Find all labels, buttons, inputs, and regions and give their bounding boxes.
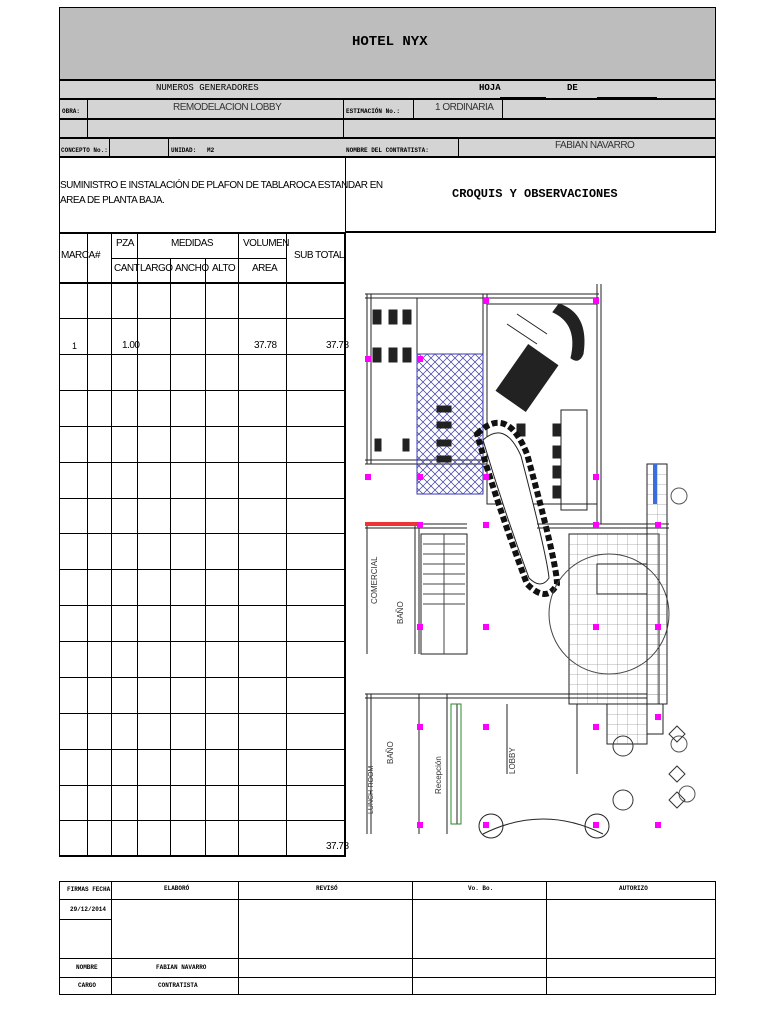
total-row-rule <box>59 820 346 821</box>
col-rule <box>170 258 171 857</box>
col-header-cant: CANT <box>114 263 140 274</box>
sig-nombre-value: FABIAN NAVARRO <box>156 964 207 971</box>
table-row-rule <box>59 533 346 534</box>
sig-rule <box>59 958 716 959</box>
measure-table <box>59 233 346 857</box>
sig-autorizo: AUTORIZO <box>619 885 648 892</box>
row-marca: 1 <box>72 341 77 351</box>
table-row-rule <box>59 785 346 786</box>
thick-divider <box>345 231 716 233</box>
sig-rule <box>59 977 716 978</box>
col-rule <box>238 233 239 857</box>
table-row-rule <box>59 569 346 570</box>
row-subtotal: 37.78 <box>326 340 349 351</box>
contratista-label: NOMBRE DEL CONTRATISTA: <box>346 147 429 154</box>
plan-label-comercial: COMERCIAL <box>370 556 379 604</box>
table-row-rule <box>59 605 346 606</box>
sig-col <box>59 881 60 995</box>
col-header-pza: PZA <box>116 238 134 249</box>
plan-label-lunch: LUNCH-ROOM <box>368 765 375 814</box>
table-row-rule <box>59 498 346 499</box>
col-header-num: # <box>95 250 101 261</box>
col-rule <box>205 258 206 857</box>
table-row-rule <box>59 354 346 355</box>
plan-label-recepcion: Recepción <box>434 756 443 794</box>
sig-firmas-fecha: FIRMAS FECHA <box>67 886 111 893</box>
estimacion-label: ESTIMACIÓN No.: <box>346 108 401 115</box>
header-bottom-rule <box>59 282 346 284</box>
unidad-value: M2 <box>207 147 215 154</box>
col-rule <box>111 233 112 857</box>
hoja-label: HOJA <box>479 83 501 93</box>
blank-row-box <box>87 119 344 138</box>
numeros-label: NUMEROS GENERADORES <box>156 83 259 93</box>
concepto-value-box <box>109 138 169 157</box>
concept-description-2: AREA DE PLANTA BAJA. <box>60 195 165 206</box>
de-underline <box>597 97 657 98</box>
page-title: HOTEL NYX <box>352 34 428 50</box>
sig-cargo-label: CARGO <box>78 982 97 989</box>
row-area: 37.78 <box>254 340 277 351</box>
hoja-underline <box>500 97 546 98</box>
col-rule <box>87 233 88 857</box>
de-label: DE <box>567 83 578 93</box>
col-rule <box>286 233 287 857</box>
col-header-subtotal: SUB TOTAL <box>294 250 344 261</box>
sig-col <box>238 881 239 995</box>
obra-label: OBRA: <box>62 108 81 115</box>
col-header-marca: MARCA <box>61 250 95 261</box>
sig-col <box>111 881 112 995</box>
table-row-rule <box>59 426 346 427</box>
row-cant: 1.00 <box>122 340 140 351</box>
sig-col <box>715 881 716 995</box>
sig-fecha: 29/12/2014 <box>70 906 107 913</box>
concept-description-1: SUMINISTRO E INSTALACIÓN DE PLAFON DE TABLAROCA ESTANDAR EN <box>60 180 383 191</box>
total-value: 37.78 <box>326 841 349 852</box>
col-header-ancho: ANCHO <box>175 263 209 274</box>
sig-reviso: REVISÓ <box>316 885 338 892</box>
table-row-rule <box>59 641 346 642</box>
sig-col <box>412 881 413 995</box>
plan-label-bano-2: BAÑO <box>386 741 395 764</box>
col-header-area: AREA <box>252 263 278 274</box>
table-row-rule <box>59 713 346 714</box>
croquis-title: CROQUIS Y OBSERVACIONES <box>452 187 618 201</box>
contratista-value: FABIAN NAVARRO <box>555 140 635 151</box>
estimacion-value: 1 ORDINARIA <box>435 102 494 113</box>
table-row-rule <box>59 462 346 463</box>
col-rule <box>137 233 138 857</box>
unidad-label: UNIDAD: <box>171 147 197 154</box>
col-header-medidas: MEDIDAS <box>171 238 214 249</box>
sig-col <box>546 881 547 995</box>
sig-cargo-value: CONTRATISTA <box>158 982 198 989</box>
floor-plan-drawing <box>347 234 715 857</box>
table-row-rule <box>59 390 346 391</box>
plan-label-bano-1: BAÑO <box>396 601 405 624</box>
table-row-rule <box>59 677 346 678</box>
sig-rule <box>59 899 716 900</box>
obra-value: REMODELACION LOBBY <box>173 102 282 113</box>
concepto-label: CONCEPTO No.: <box>61 147 108 154</box>
sig-vobo: Vo. Bo. <box>468 885 494 892</box>
plan-label-lobby: LOBBY <box>508 747 517 774</box>
sig-nombre-label: NOMBRE <box>76 964 98 971</box>
sig-elaboro: ELABORÓ <box>164 885 190 892</box>
col-header-alto: ALTO <box>212 263 236 274</box>
col-header-volumen: VOLUMEN <box>243 238 289 249</box>
col-header-largo: LARGO <box>140 263 173 274</box>
table-row-rule <box>59 749 346 750</box>
table-row-rule <box>59 318 346 319</box>
fecha-rule <box>59 919 111 920</box>
floor-plan-svg <box>347 234 715 857</box>
